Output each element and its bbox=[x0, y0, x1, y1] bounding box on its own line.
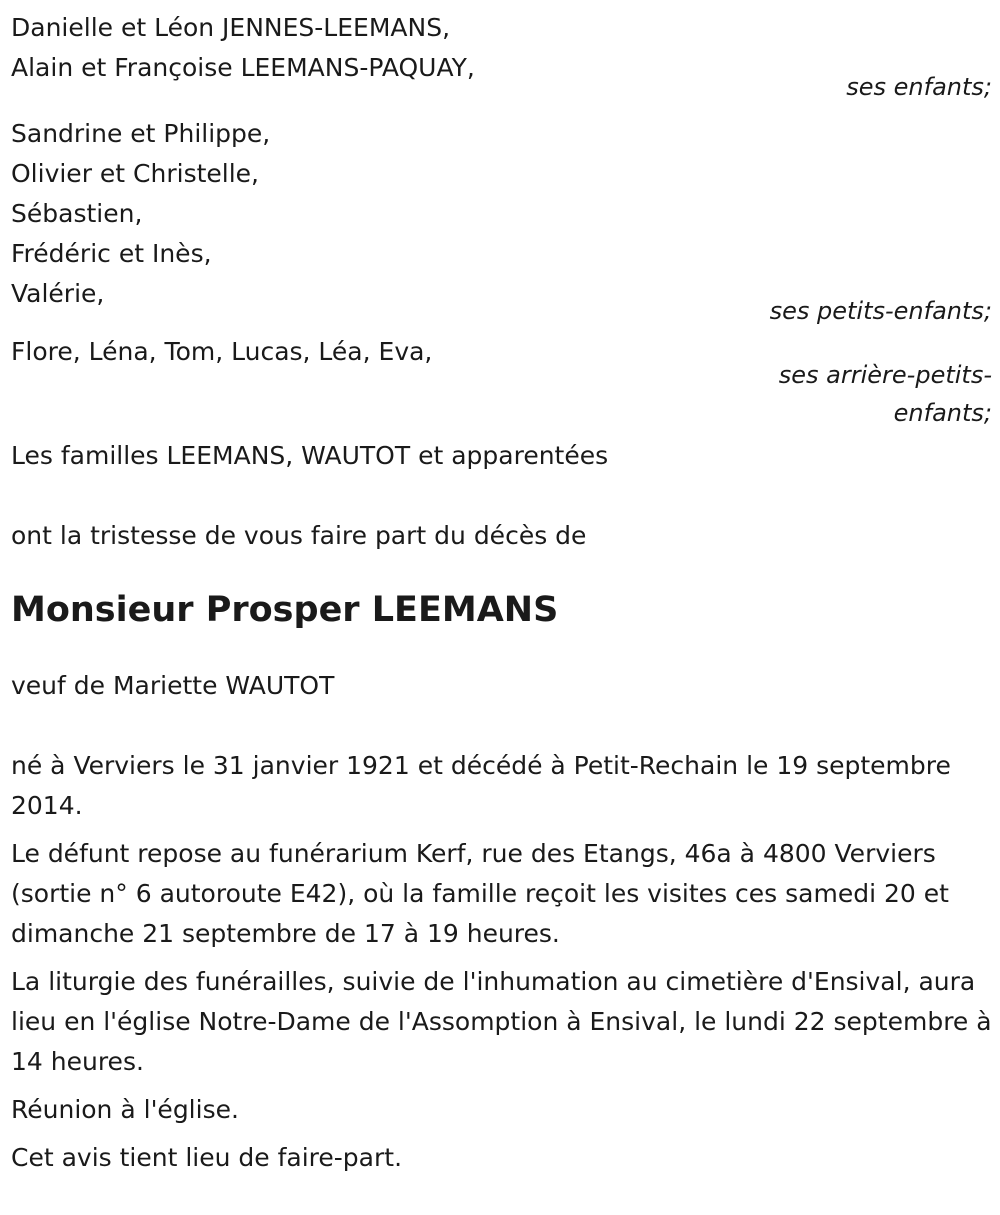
announcement-line: ont la tristesse de vous faire part du décès de bbox=[11, 521, 587, 550]
grandchild-line: Olivier et Christelle, bbox=[11, 159, 259, 188]
visitation-paragraph: Le défunt repose au funérarium Kerf, rue des Etangs, 46a à 4800 Verviers (sortie n° 6 autoroute E42), où la famille reçoit les visites ces samedi 20 et dimanche 21 septembre de 17 à 19 heures. bbox=[11, 839, 949, 948]
children-role-label: ses enfants; bbox=[846, 73, 992, 101]
great-grandchildren-line: Flore, Léna, Tom, Lucas, Léa, Eva, bbox=[11, 337, 433, 366]
child-line: Danielle et Léon JENNES-LEEMANS, bbox=[11, 13, 451, 42]
obituary-notice bbox=[11, 8, 992, 1186]
meeting-paragraph: Réunion à l'église. bbox=[11, 1095, 239, 1124]
grandchild-line: Sandrine et Philippe, bbox=[11, 119, 271, 148]
great-grandchildren-role-label-line1: ses arrière-petits- bbox=[778, 361, 992, 389]
child-line: Alain et Françoise LEEMANS-PAQUAY, bbox=[11, 53, 475, 82]
great-grandchildren-role-label-line2: enfants; bbox=[893, 399, 992, 427]
grandchildren-role-label: ses petits-enfants; bbox=[769, 297, 992, 325]
birth-death-paragraph: né à Verviers le 31 janvier 1921 et décédé à Petit-Rechain le 19 septembre 2014. bbox=[11, 751, 951, 820]
closing-paragraph: Cet avis tient lieu de faire-part. bbox=[11, 1143, 403, 1172]
deceased-name-heading: Monsieur Prosper LEEMANS bbox=[11, 590, 559, 630]
grandchild-line: Frédéric et Inès, bbox=[11, 239, 212, 268]
funeral-paragraph: La liturgie des funérailles, suivie de l'inhumation au cimetière d'Ensival, aura lieu en l'église Notre-Dame de l'Assomption à Ensival, le lundi 22 septembre à 14 heures. bbox=[11, 967, 992, 1076]
grandchild-line: Valérie, bbox=[11, 279, 105, 308]
families-line: Les familles LEEMANS, WAUTOT et apparentées bbox=[11, 441, 609, 470]
widower-line: veuf de Mariette WAUTOT bbox=[11, 671, 335, 700]
grandchild-line: Sébastien, bbox=[11, 199, 143, 228]
